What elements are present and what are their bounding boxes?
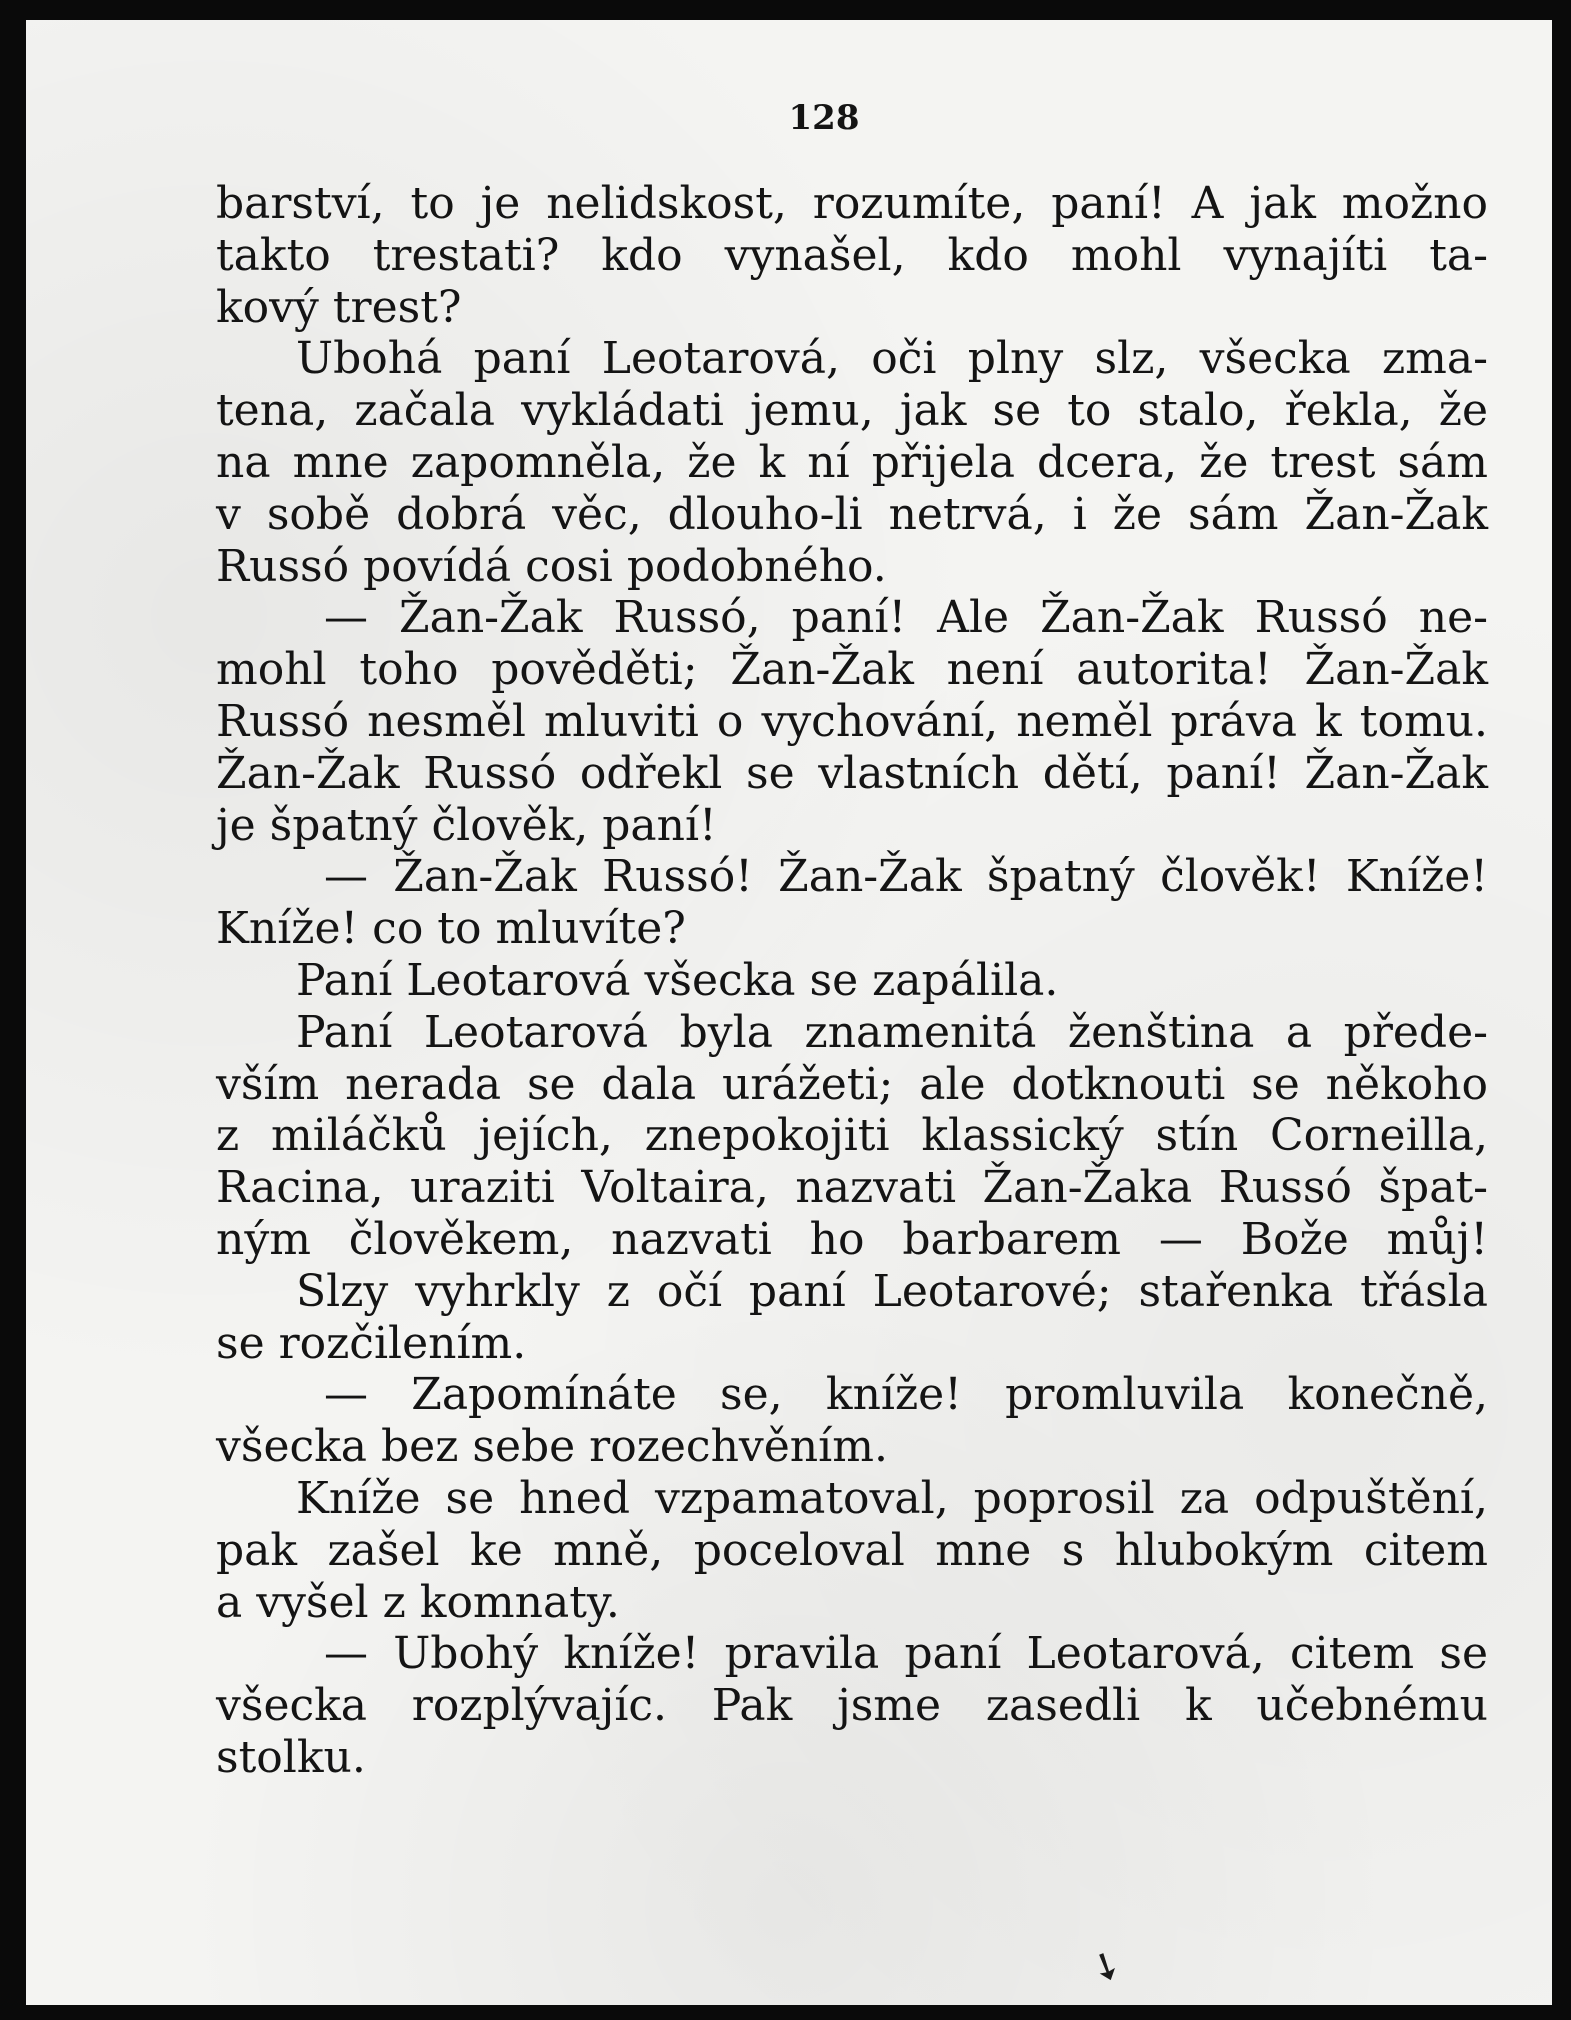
text-line: ným člověkem, nazvati ho barbarem — Bože můj! (216, 1213, 1488, 1265)
text-line: — Ubohý kníže! pravila paní Leotarová, citem se (324, 1628, 1488, 1680)
text-line: Russó povídá cosi podobného. (216, 540, 887, 592)
text-line: na mne zapomněla, že k ní přijela dcera, že trest sám (216, 436, 1488, 488)
text-line: všecka rozplývajíc. Pak jsme zasedli k učebnému (216, 1680, 1488, 1732)
text-line: Paní Leotarová byla znamenitá ženština a přede- (296, 1006, 1488, 1058)
text-line: pak zašel ke mně, poceloval mne s hlubokým citem (216, 1524, 1488, 1576)
text-line: v sobě dobrá věc, dlouho-li netrvá, i že sám Žan-Žak (216, 488, 1488, 540)
text-line: Žan-Žak Russó odřekl se vlastních dětí, paní! Žan-Žak (216, 747, 1488, 799)
text-line: Kníže se hned vzpamatoval, poprosil za odpuštění, (296, 1472, 1488, 1524)
text-line: Kníže! co to mluvíte? (216, 903, 686, 955)
text-line: — Žan-Žak Russó! Žan-Žak špatný člověk! Kníže! (324, 851, 1488, 903)
text-line: kový trest? (216, 281, 462, 333)
text-line: Paní Leotarová všecka se zapálila. (296, 954, 1059, 1006)
text-line: — Žan-Žak Russó, paní! Ale Žan-Žak Russó ne- (324, 592, 1488, 644)
text-line: tena, začala vykládati jemu, jak se to stalo, řekla, že (216, 385, 1488, 437)
ink-smudge-mark: ➘ (1082, 1939, 1130, 1993)
text-line: je špatný člověk, paní! (216, 799, 717, 851)
text-line: Racina, uraziti Voltaira, nazvati Žan-Žaka Russó špat- (216, 1162, 1488, 1214)
text-line: z miláčků jejích, znepokojiti klassický stín Corneilla, (216, 1110, 1488, 1162)
text-line: se rozčilením. (216, 1317, 527, 1369)
text-line: barství, to je nelidskost, rozumíte, paní! A jak možno (216, 178, 1488, 229)
text-line: stolku. (216, 1731, 366, 1783)
body-text (216, 178, 1488, 1784)
text-line: — Zapomínáte se, kníže! promluvila konečně, (324, 1369, 1488, 1421)
text-line: a vyšel z komnaty. (216, 1576, 620, 1628)
text-line: Ubohá paní Leotarová, oči plny slz, všecka zma- (296, 333, 1488, 385)
text-line: takto trestati? kdo vynašel, kdo mohl vynajíti ta- (216, 229, 1488, 281)
page-number: 128 (788, 98, 860, 138)
text-line: Russó nesměl mluviti o vychování, neměl práva k tomu. (216, 695, 1488, 747)
text-line: vším nerada se dala urážeti; ale dotknouti se někoho (216, 1058, 1488, 1110)
text-line: mohl toho pověděti; Žan-Žak není autorita! Žan-Žak (216, 644, 1488, 696)
book-page (26, 20, 1552, 2005)
text-line: Slzy vyhrkly z očí paní Leotarové; stařenka třásla (296, 1265, 1488, 1317)
text-line: všecka bez sebe rozechvěním. (216, 1421, 888, 1473)
